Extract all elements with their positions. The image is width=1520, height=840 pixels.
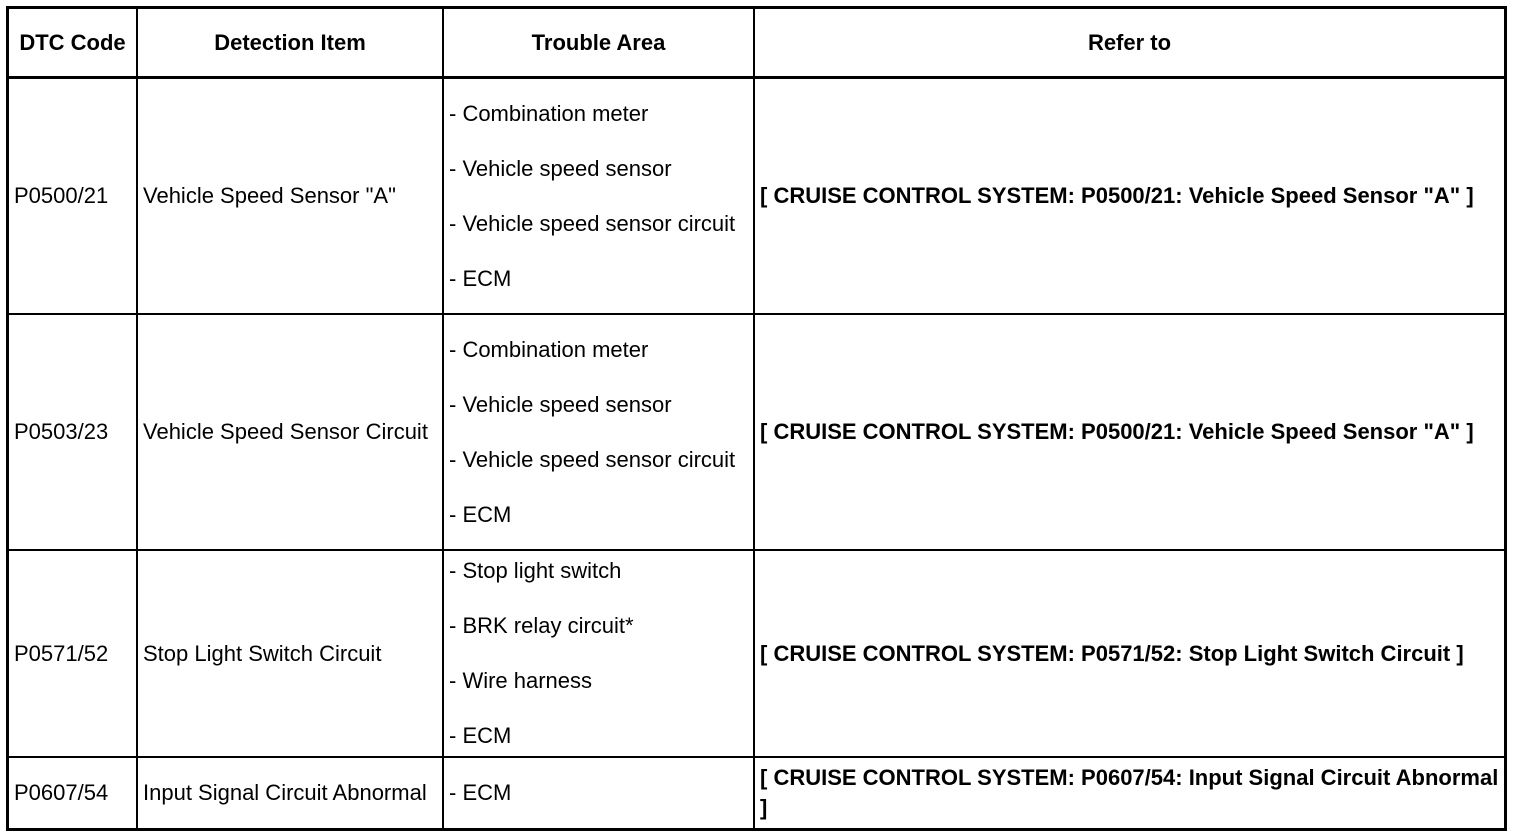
trouble-area-item: - Vehicle speed sensor (449, 391, 672, 417)
dtc-code-cell: P0500/21 (8, 78, 138, 315)
dtc-code-cell: P0607/54 (8, 757, 138, 830)
trouble-area-cell (443, 78, 754, 315)
trouble-area-item: - ECM (449, 723, 512, 748)
table-row (8, 78, 1506, 315)
trouble-area-item: - Vehicle speed sensor (449, 155, 672, 181)
header-dtc-code: DTC Code (8, 8, 138, 78)
trouble-area-cell (443, 757, 754, 830)
trouble-area-list (449, 99, 748, 294)
trouble-area-item: - ECM (449, 780, 512, 805)
dtc-code-cell: P0503/23 (8, 314, 138, 550)
refer-to-link[interactable]: [ CRUISE CONTROL SYSTEM: P0500/21: Vehicle Speed Sensor "A" ] (754, 78, 1506, 315)
detection-item-cell: Stop Light Switch Circuit (137, 550, 443, 757)
detection-item-cell: Vehicle Speed Sensor Circuit (137, 314, 443, 550)
refer-to-link[interactable]: [ CRUISE CONTROL SYSTEM: P0571/52: Stop Light Switch Circuit ] (754, 550, 1506, 757)
dtc-table (6, 6, 1507, 831)
trouble-area-list (449, 335, 748, 530)
trouble-area-item: - Wire harness (449, 668, 593, 693)
trouble-area-item: - Stop light switch (449, 558, 622, 583)
trouble-area-list (449, 778, 748, 808)
trouble-area-item: - Vehicle speed sensor circuit (449, 446, 736, 472)
table-row (8, 314, 1506, 550)
trouble-area-cell (443, 550, 754, 757)
trouble-area-item: - ECM (449, 501, 512, 527)
trouble-area-item: - Combination meter (449, 100, 649, 126)
refer-to-link[interactable]: [ CRUISE CONTROL SYSTEM: P0500/21: Vehicle Speed Sensor "A" ] (754, 314, 1506, 550)
detection-item-cell: Input Signal Circuit Abnormal (137, 757, 443, 830)
trouble-area-item: - ECM (449, 265, 512, 291)
table-row (8, 757, 1506, 830)
header-detection-item: Detection Item (137, 8, 443, 78)
header-row (8, 8, 1506, 78)
dtc-code-cell: P0571/52 (8, 550, 138, 757)
table-row (8, 550, 1506, 757)
trouble-area-item: - Combination meter (449, 336, 649, 362)
trouble-area-cell (443, 314, 754, 550)
trouble-area-list (449, 556, 748, 751)
trouble-area-item: - Vehicle speed sensor circuit (449, 210, 736, 236)
detection-item-cell: Vehicle Speed Sensor "A" (137, 78, 443, 315)
refer-to-link[interactable]: [ CRUISE CONTROL SYSTEM: P0607/54: Input Signal Circuit Abnormal ] (754, 757, 1506, 830)
header-trouble-area: Trouble Area (443, 8, 754, 78)
header-refer-to: Refer to (754, 8, 1506, 78)
trouble-area-item: - BRK relay circuit* (449, 613, 634, 638)
